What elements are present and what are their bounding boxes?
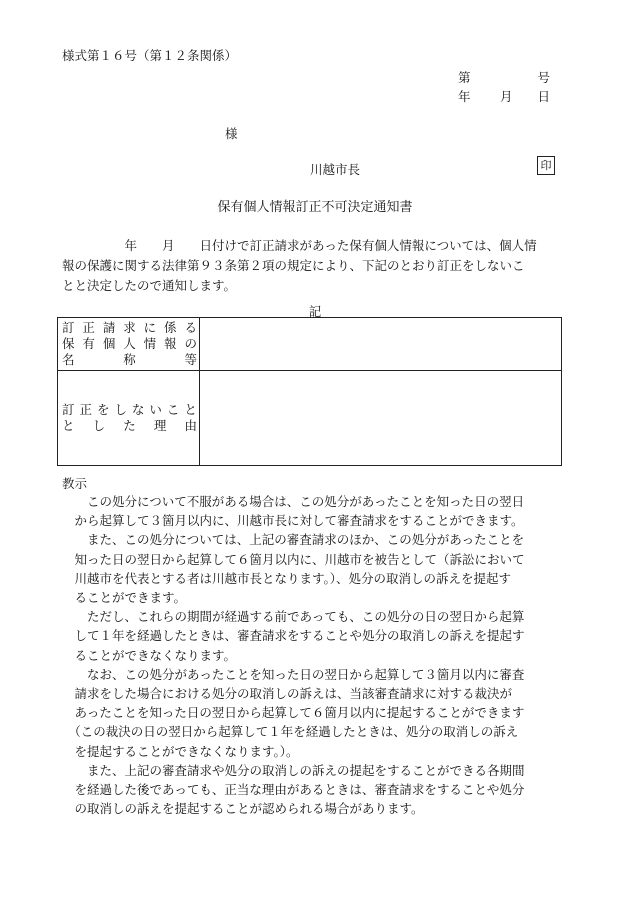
- label-char: 人: [123, 336, 136, 351]
- label-char: 由: [184, 418, 197, 433]
- instruction-line: を提起することができなくなります。）。: [62, 743, 299, 759]
- date-year: 年: [458, 89, 471, 104]
- form-number: 様式第１６号（第１２条関係）: [62, 48, 238, 63]
- instruction-line: （この裁決の日の翌日から起算して１年を経過したときは、処分の取消しの訴え: [62, 724, 519, 740]
- instruction-line: ることができます。: [62, 590, 187, 606]
- instruction-line: なお、この処分があったことを知った日の翌日から起算して３箇月以内に審査: [62, 666, 525, 682]
- instruction-line: ることができなくなります。: [62, 647, 237, 663]
- instruction-line: から起算して３箇月以内に、川越市長に対して審査請求をすることができます。: [62, 513, 524, 529]
- label-char: 情: [143, 336, 157, 351]
- instruction-line: を経過した後であっても、正当な理由があるときは、審査請求をすることや処分: [62, 782, 525, 798]
- label-char: 訂: [62, 402, 75, 417]
- instruction-line: の取消しの訴えを提起することが認められる場合があります。: [62, 801, 424, 817]
- label-char: た: [123, 418, 136, 433]
- label-char: 等: [184, 352, 197, 367]
- label-char: こ: [166, 402, 180, 417]
- label-line: [62, 336, 197, 352]
- instruction-line: 請求をした場合における処分の取消しの訴えは、当該審査請求に対する裁決が: [62, 686, 513, 702]
- label-char: 正: [79, 402, 92, 417]
- instruction-text: [62, 492, 582, 818]
- addressee-suffix: 様: [225, 126, 238, 141]
- label-char: 保: [62, 336, 75, 351]
- body-paragraph: [62, 236, 572, 296]
- date-day: 日: [537, 89, 550, 104]
- row-label-reason: [58, 371, 200, 466]
- document-title: 保有個人情報訂正不可決定通知書: [217, 200, 413, 215]
- label-char: と: [184, 402, 197, 417]
- label-line: [62, 402, 197, 418]
- seal-mark: 印: [537, 156, 555, 175]
- body-line: 報の保護に関する法律第９３条第２項の規定により、下記のとおり訂正をしないこ: [62, 258, 525, 273]
- label-char: 名: [62, 352, 75, 367]
- instruction-line: また、上記の審査請求や処分の取消しの訴えの提起をすることができる各期間: [62, 762, 525, 778]
- instruction-heading: 教示: [62, 476, 88, 491]
- sender-name: 川越市長: [310, 162, 361, 177]
- row-value-info-name[interactable]: [200, 318, 562, 371]
- label-char: 有: [82, 336, 95, 351]
- row-value-reason[interactable]: [200, 371, 562, 466]
- label-line: [62, 418, 197, 434]
- label-char: い: [149, 402, 162, 417]
- doc-no-suffix: 号: [537, 70, 550, 85]
- label-char: を: [96, 402, 110, 417]
- label-char: 正: [82, 320, 95, 335]
- label-char: の: [184, 336, 197, 351]
- instruction-line: 川越市を代表とする者は川越市長となります。）、処分の取消しの訴えを提起す: [62, 570, 512, 586]
- details-table: [57, 317, 562, 466]
- instruction-line: あったことを知った日の翌日から起算して６箇月以内に提起することができます: [62, 705, 525, 721]
- label-char: 理: [153, 418, 167, 433]
- date-month: 月: [500, 89, 513, 104]
- instruction-line: この処分について不服がある場合は、この処分があったことを知った日の翌日: [62, 494, 525, 509]
- label-char: に: [143, 320, 157, 335]
- body-line: 年 月 日付けで訂正請求があった保有個人情報については、個人情: [62, 238, 537, 253]
- doc-no-prefix: 第: [458, 70, 471, 85]
- label-char: 称: [123, 352, 136, 367]
- instruction-line: また、この処分については、上記の審査請求のほか、この処分があったことを: [62, 532, 525, 548]
- row-label-info-name: [58, 318, 200, 371]
- label-char: 報: [164, 336, 177, 351]
- label-char: 請: [102, 320, 116, 335]
- ki-heading: 記: [308, 304, 322, 319]
- label-char: 個: [102, 336, 116, 351]
- label-line: [62, 352, 197, 368]
- table-row: [58, 371, 562, 466]
- label-char: し: [92, 418, 106, 433]
- label-char: と: [62, 418, 75, 433]
- table-row: [58, 318, 562, 371]
- body-line: とと決定したので通知します。: [62, 278, 237, 293]
- instruction-line: 知った日の翌日から起算して６箇月以内に、川越市を被告として（訴訟において: [62, 551, 525, 567]
- instruction-line: ただし、これらの期間が経過する前であっても、この処分の日の翌日から起算: [62, 609, 525, 625]
- label-line: [62, 320, 197, 336]
- label-char: 訂: [62, 320, 75, 335]
- label-char: る: [184, 320, 197, 335]
- instruction-line: して１年を経過したときは、審査請求をすることや処分の取消しの訴えを提起す: [62, 628, 525, 644]
- label-char: し: [114, 402, 127, 417]
- label-char: な: [131, 402, 145, 417]
- label-char: 求: [123, 320, 136, 335]
- label-char: 係: [164, 320, 177, 335]
